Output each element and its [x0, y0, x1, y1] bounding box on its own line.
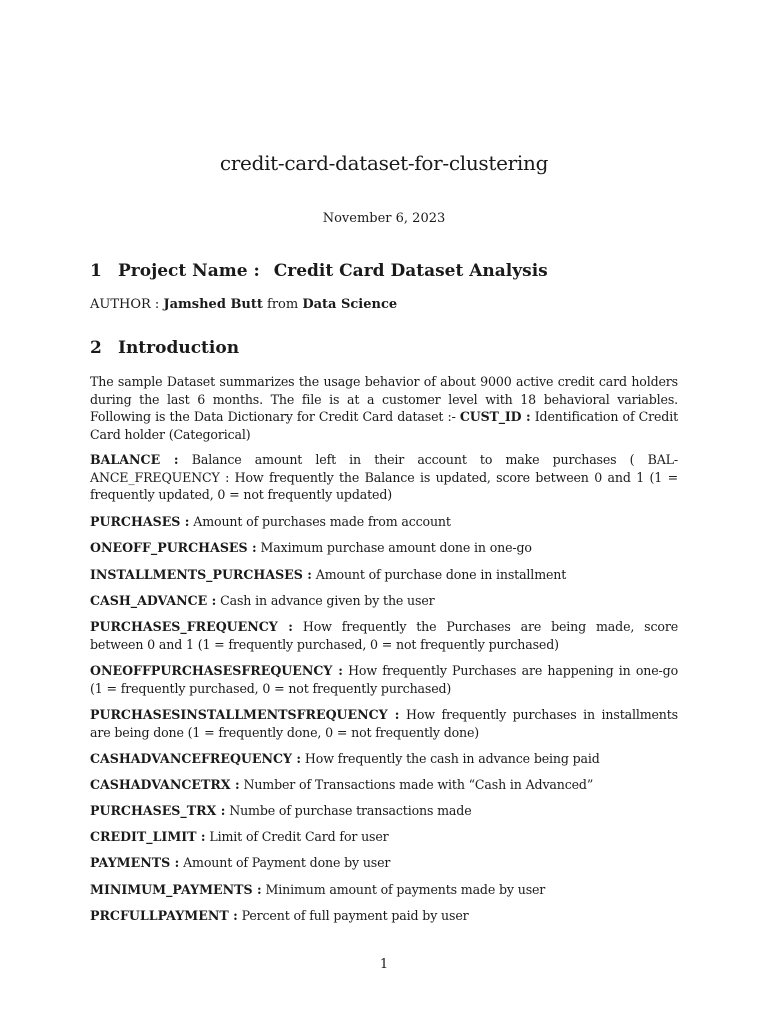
section-heading-text: Project Name :	[118, 261, 260, 281]
page-number: 1	[379, 957, 389, 972]
dictionary-definition: How frequently purchases in installments are being done (1 = frequently done, 0 = not frequently done)	[90, 707, 678, 740]
dictionary-entry	[90, 828, 678, 846]
author-prefix: AUTHOR :	[90, 297, 164, 312]
dictionary-term: PAYMENTS :	[90, 855, 180, 870]
intro-definition: Identification of Credit Card holder (Categorical)	[90, 409, 679, 442]
dictionary-definition: Numbe of purchase transactions made	[225, 803, 472, 818]
dictionary-term: CASHADVANCETRX :	[90, 777, 240, 792]
dictionary-definition: How frequently Purchases are happening in one-go (1 = frequently purchased, 0 = not frequently purchased)	[90, 663, 678, 696]
author-line	[90, 297, 397, 312]
document-date: November 6, 2023	[322, 211, 446, 226]
dictionary-term: INSTALLMENTS_PURCHASES :	[90, 567, 312, 582]
dictionary-entry	[90, 907, 678, 925]
dictionary-term: PRCFULLPAYMENT :	[90, 908, 238, 923]
dictionary-entry	[90, 750, 678, 768]
dictionary-definition: Limit of Credit Card for user	[205, 829, 389, 844]
dictionary-term: CASH_ADVANCE :	[90, 593, 217, 608]
dictionary-entry	[90, 854, 678, 872]
dictionary-definition: Minimum amount of payments made by user	[261, 882, 546, 897]
dictionary-definition: Maximum purchase amount done in one-go	[256, 540, 532, 555]
intro-term: CUST_ID :	[459, 409, 531, 425]
dictionary-term: ONEOFF_PURCHASES :	[90, 540, 257, 555]
dictionary-term: PURCHASES_TRX :	[90, 803, 226, 818]
dictionary-entry	[90, 802, 678, 820]
intro-text: The sample Dataset summarizes the usage behavior of about 9000 active credit card holders during the last 6 months. The file is at a customer level with 18 behavioral variables. Following is the Data Dictionary for Credit Card dataset :-	[90, 374, 678, 425]
dictionary-definition: Percent of full payment paid by user	[237, 908, 469, 923]
dictionary-definition: Amount of Payment done by user	[179, 855, 391, 870]
document-title: credit-card-dataset-for-clustering	[219, 151, 549, 175]
dictionary-entry	[90, 513, 678, 531]
dictionary-term: PURCHASESINSTALLMENTSFREQUENCY :	[90, 707, 400, 722]
dictionary-term: CASHADVANCEFREQUENCY :	[90, 751, 302, 766]
section-number: 1	[90, 261, 102, 281]
dictionary-entry	[90, 618, 678, 653]
dictionary-entry	[90, 706, 678, 741]
author-name: Jamshed Butt	[163, 297, 263, 312]
dictionary-entry	[90, 881, 678, 899]
section-heading-text: Introduction	[118, 338, 240, 358]
dictionary-term: MINIMUM_PAYMENTS :	[90, 882, 262, 897]
dictionary-entry	[90, 451, 678, 504]
dictionary-definition: How frequently the cash in advance being paid	[301, 751, 600, 766]
dictionary-term: PURCHASES :	[90, 514, 190, 529]
dictionary-entry	[90, 662, 678, 697]
section-number: 2	[90, 338, 102, 358]
introduction-paragraph	[90, 373, 678, 443]
dictionary-term: CREDIT_LIMIT :	[90, 829, 206, 844]
author-department: Data Science	[302, 297, 398, 312]
dictionary-definition: Number of Transactions made with “Cash in Advanced”	[239, 777, 594, 792]
dictionary-entry	[90, 566, 678, 584]
dictionary-definition: How frequently the Purchases are being made, score between 0 and 1 (1 = frequently purchased, 0 = not frequently purchased)	[90, 619, 678, 652]
dictionary-term: ONEOFFPURCHASESFREQUENCY :	[90, 663, 343, 678]
section-1-heading	[90, 261, 548, 281]
dictionary-entry	[90, 776, 678, 794]
project-name: Credit Card Dataset Analysis	[273, 261, 548, 281]
dictionary-entry	[90, 539, 678, 557]
dictionary-definition: Amount of purchases made from account	[189, 514, 451, 529]
dictionary-term: PURCHASES_FREQUENCY :	[90, 619, 293, 634]
dictionary-entry	[90, 592, 678, 610]
section-2-heading	[90, 338, 239, 358]
dictionary-term: BALANCE :	[90, 452, 179, 467]
author-from: from	[262, 297, 303, 312]
dictionary-definition: Balance amount left in their account to make purchases ( BAL-ANCE_FREQUENCY : How frequently the Balance is updated, score between 0 and 1 (1 = frequently updated, 0 = not frequently updated)	[90, 452, 678, 503]
dictionary-definition: Amount of purchase done in installment	[311, 567, 567, 582]
dictionary-definition: Cash in advance given by the user	[216, 593, 435, 608]
